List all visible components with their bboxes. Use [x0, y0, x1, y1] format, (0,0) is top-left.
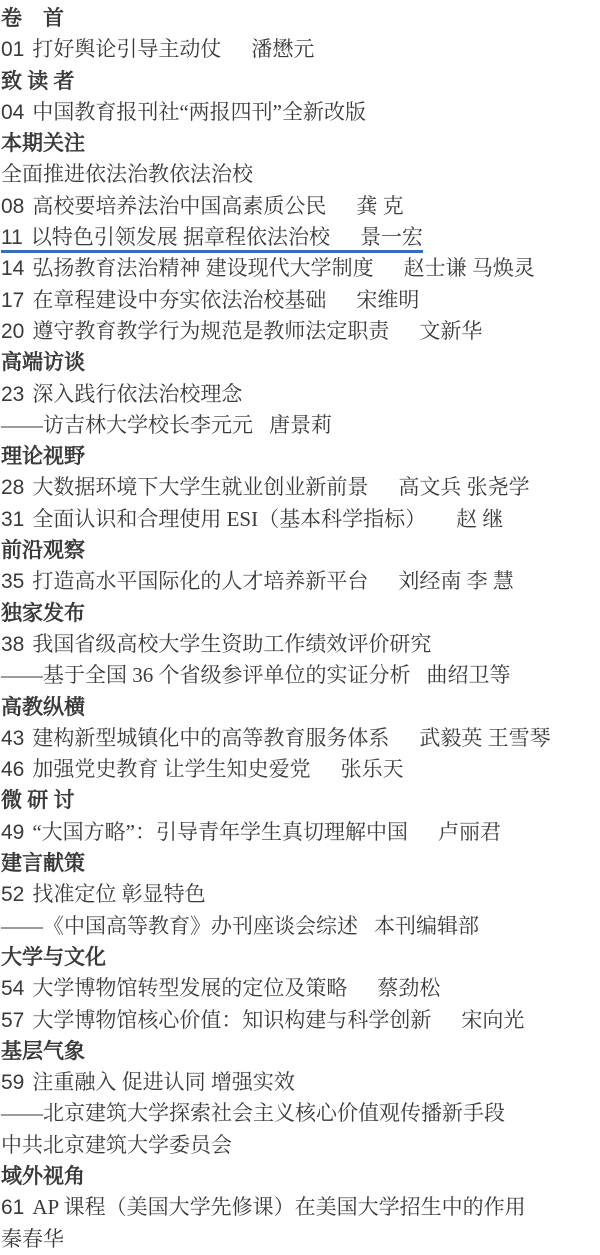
line-title: 独家发布	[1, 600, 85, 625]
toc-line-content	[1, 1070, 295, 1094]
page-number: 52	[1, 883, 25, 907]
toc-line-content	[1, 162, 253, 186]
toc-entry	[1, 253, 600, 284]
toc-line-content	[1, 601, 85, 625]
line-authors: 景一宏	[360, 225, 424, 250]
toc-line-content	[1, 413, 332, 437]
toc-line-content	[1, 475, 530, 499]
toc-entry	[1, 1067, 600, 1098]
toc-line-content	[1, 851, 85, 875]
page-number: 35	[1, 570, 25, 594]
line-authors: 卢丽君	[438, 819, 501, 844]
toc-entry	[1, 1005, 600, 1036]
toc-entry	[1, 285, 600, 316]
toc-line-content	[1, 632, 431, 656]
toc-entry	[1, 316, 600, 347]
line-title: 中共北京建筑大学委员会	[1, 1132, 232, 1157]
line-title: AP 课程（美国大学先修课）在美国大学招生中的作用	[32, 1195, 526, 1220]
toc-text-line	[1, 1224, 600, 1255]
line-authors: 潘懋元	[251, 37, 315, 62]
toc-line-content	[1, 69, 75, 93]
line-authors: 文新华	[419, 318, 483, 343]
toc-line-content	[1, 444, 85, 468]
toc-entry	[1, 1192, 600, 1223]
toc-section-header	[1, 1161, 600, 1192]
line-authors: 高文兵 张尧学	[398, 475, 530, 500]
toc-line-content	[1, 256, 535, 280]
toc-entry	[1, 973, 600, 1004]
page-number: 61	[1, 1196, 25, 1220]
line-title: ——《中国高等教育》办刊座谈会综述	[1, 913, 358, 938]
toc-entry	[1, 879, 600, 910]
toc-line-content	[1, 1195, 526, 1219]
line-title: 全面推进依法治教依法治校	[1, 162, 253, 187]
line-authors: 本刊编辑部	[374, 913, 479, 938]
toc-entry	[1, 191, 600, 222]
toc-entry-subtitle	[1, 1098, 600, 1129]
line-authors: 唐景莉	[269, 412, 332, 437]
toc-entry-subtitle	[1, 660, 600, 691]
toc-line-content	[1, 1164, 85, 1188]
toc-line-content	[1, 507, 503, 531]
line-title: 注重融入 促进认同 增强实效	[32, 1070, 295, 1095]
line-title: 秦春华	[1, 1226, 64, 1251]
page-number: 11	[1, 226, 23, 250]
line-title: 微 研 讨	[1, 788, 75, 813]
toc-line-content	[1, 1227, 64, 1251]
toc-line-content	[1, 1101, 505, 1125]
line-title: 理论视野	[1, 444, 85, 469]
line-title: “大国方略”：引导青年学生真切理解中国	[32, 819, 408, 844]
page-number: 38	[1, 632, 25, 656]
toc-section-header	[1, 66, 600, 97]
toc-line-content	[1, 882, 206, 906]
toc-entry	[1, 222, 600, 253]
page-number: 54	[1, 977, 25, 1001]
toc-line-content	[1, 225, 423, 253]
line-title: 建言献策	[1, 851, 85, 876]
toc-line-content	[1, 663, 511, 687]
toc-section-header	[1, 1036, 600, 1067]
line-authors: 张乐天	[340, 757, 404, 782]
toc-text-line	[1, 1130, 600, 1161]
page-number: 31	[1, 507, 25, 531]
line-authors: 刘经南 李 慧	[398, 569, 514, 594]
toc-line-content	[1, 319, 482, 343]
toc-section-header	[1, 3, 600, 34]
page-number: 57	[1, 1008, 25, 1032]
line-authors: 龚 克	[356, 193, 404, 218]
toc-line-content	[1, 757, 404, 781]
toc-line-content	[1, 1008, 524, 1032]
line-title: 打好舆论引导主动仗	[32, 37, 222, 62]
line-authors: 宋维明	[356, 287, 420, 312]
toc-line-content	[1, 788, 75, 812]
line-title: 全面认识和合理使用 ESI（基本科学指标）	[32, 506, 427, 531]
toc-entry	[1, 34, 600, 65]
line-title: 高教纵横	[1, 694, 85, 719]
page-number: 08	[1, 194, 25, 218]
toc-line-content	[1, 569, 514, 593]
line-title: 致 读 者	[1, 68, 75, 93]
line-title: 高端访谈	[1, 350, 85, 375]
page-number: 04	[1, 100, 25, 124]
line-title: 大数据环境下大学生就业创业新前景	[32, 475, 369, 500]
toc-line-content	[1, 131, 85, 155]
line-authors: 武毅英 王雪琴	[419, 725, 551, 750]
toc-entry-subtitle	[1, 410, 600, 441]
line-authors: 赵士谦 马焕灵	[403, 256, 535, 281]
line-title: 建构新型城镇化中的高等教育服务体系	[32, 725, 390, 750]
page-number: 14	[1, 257, 25, 281]
line-title: 前沿观察	[1, 538, 85, 563]
toc-entry	[1, 504, 600, 535]
toc-section-header	[1, 692, 600, 723]
toc-line-content	[1, 288, 419, 312]
toc-line-content	[1, 945, 106, 969]
line-title: 打造高水平国际化的人才培养新平台	[32, 569, 369, 594]
toc-line-content	[1, 194, 404, 218]
line-title: 遵守教育教学行为规范是教师法定职责	[32, 318, 390, 343]
toc-line-content	[1, 382, 242, 406]
toc-line-content	[1, 538, 85, 562]
line-title: 大学与文化	[1, 944, 106, 969]
line-title: 加强党史教育 让学生知史爱党	[32, 757, 311, 782]
page-number: 49	[1, 820, 25, 844]
line-title: ——北京建筑大学探索社会主义核心价值观传播新手段	[1, 1101, 505, 1126]
toc-entry	[1, 566, 600, 597]
line-title: 以特色引领发展 据章程依法治校	[30, 225, 331, 250]
line-title: 在章程建设中夯实依法治校基础	[32, 287, 327, 312]
toc-section-header	[1, 128, 600, 159]
toc-line-content	[1, 350, 85, 374]
line-title: 本期关注	[1, 131, 85, 156]
line-authors: 曲绍卫等	[426, 663, 511, 688]
line-title: 大学博物馆核心价值：知识构建与科学创新	[32, 1007, 432, 1032]
page-number: 20	[1, 319, 25, 343]
toc-entry	[1, 472, 600, 503]
toc-line-content	[1, 726, 551, 750]
toc-line-content	[1, 820, 501, 844]
line-title: ——访吉林大学校长李元元	[1, 412, 253, 437]
page-number: 59	[1, 1071, 25, 1095]
toc-line-content	[1, 695, 85, 719]
line-title: 大学博物馆转型发展的定位及策略	[32, 976, 348, 1001]
toc-section-header	[1, 441, 600, 472]
toc-section-header	[1, 535, 600, 566]
line-title: 域外视角	[1, 1163, 85, 1188]
line-title: 弘扬教育法治精神 建设现代大学制度	[32, 256, 374, 281]
line-title: 我国省级高校大学生资助工作绩效评价研究	[32, 631, 432, 656]
line-title: 卷 首	[1, 6, 64, 30]
toc-entry	[1, 379, 600, 410]
line-title: 深入践行依法治校理念	[32, 381, 243, 406]
line-title: ——基于全国 36 个省级参评单位的实证分析	[1, 663, 411, 688]
toc-text-line	[1, 159, 600, 190]
line-authors: 蔡劲松	[377, 976, 441, 1001]
line-title: 找准定位 彰显特色	[32, 882, 206, 907]
toc-entry	[1, 817, 600, 848]
toc-entry-subtitle	[1, 911, 600, 942]
toc-entry	[1, 723, 600, 754]
toc-line-content	[1, 37, 314, 61]
toc-line-content	[1, 914, 479, 938]
page-number: 46	[1, 758, 25, 782]
toc-entry	[1, 754, 600, 785]
toc-entry	[1, 97, 600, 128]
page-number: 43	[1, 726, 25, 750]
line-title: 高校要培养法治中国高素质公民	[32, 193, 327, 218]
page-number: 01	[1, 38, 25, 62]
toc-line-content	[1, 1039, 85, 1063]
toc-section-header	[1, 942, 600, 973]
page-number: 23	[1, 382, 25, 406]
toc-section-header	[1, 598, 600, 629]
toc-line-content	[1, 6, 64, 30]
toc-section-header	[1, 848, 600, 879]
line-title: 中国教育报刊社“两报四刊”全新改版	[32, 99, 366, 124]
toc-section-header	[1, 785, 600, 816]
toc-section-header	[1, 347, 600, 378]
page-number: 17	[1, 288, 25, 312]
toc-line-content	[1, 976, 440, 1000]
line-title: 基层气象	[1, 1038, 85, 1063]
toc-line-content	[1, 1133, 232, 1157]
toc-line-content	[1, 100, 366, 124]
line-authors: 赵 继	[456, 506, 504, 531]
line-authors: 宋向光	[461, 1007, 525, 1032]
toc-entry	[1, 629, 600, 660]
page-number: 28	[1, 476, 25, 500]
